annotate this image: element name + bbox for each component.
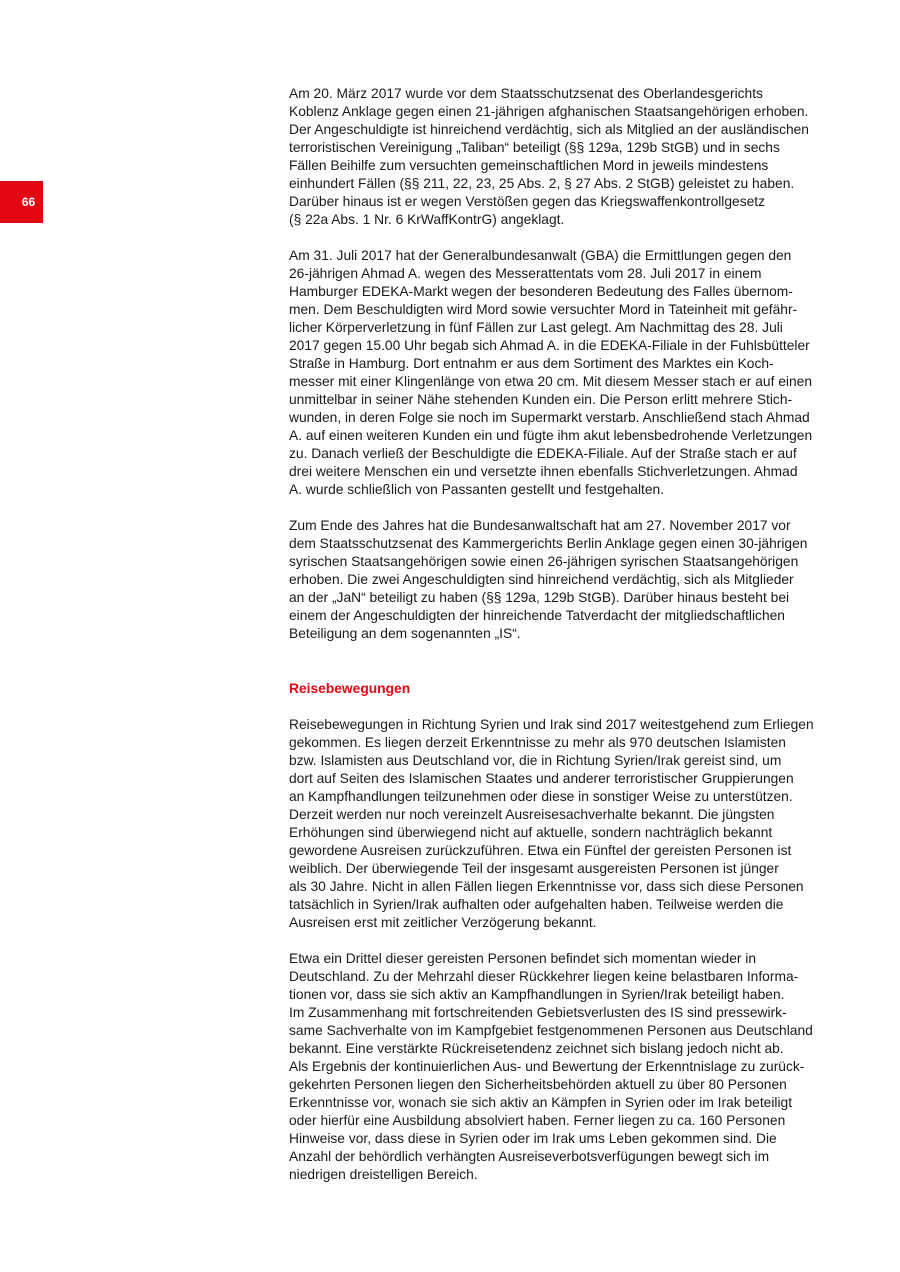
text-line: gekommen. Es liegen derzeit Erkenntnisse zu mehr als 970 deutschen Islamisten — [289, 735, 786, 750]
text-line: Hinweise vor, dass diese in Syrien oder im Irak ums Leben gekommen sind. Die — [289, 1131, 777, 1146]
text-line: Erhöhungen sind überwiegend nicht auf aktuelle, sondern nachträglich bekannt — [289, 825, 773, 840]
text-line: zu. Danach verließ der Beschuldigte die EDEKA-Filiale. Auf der Straße stach er auf — [289, 446, 797, 461]
text-line: dem Staatsschutzsenat des Kammergerichts Berlin Anklage gegen einen 30-jährigen — [289, 536, 808, 551]
text-line: an Kampfhandlungen teilzunehmen oder diese in sonstiger Weise zu unterstützen. — [289, 789, 793, 804]
text-line: Hamburger EDEKA-Markt wegen der besonderen Bedeutung des Falles übernom- — [289, 284, 793, 299]
text-line: Deutschland. Zu der Mehrzahl dieser Rückkehrer liegen keine belastbaren Informa- — [289, 969, 799, 984]
text-line: Reisebewegungen in Richtung Syrien und Irak sind 2017 weitestgehend zum Erliegen — [289, 717, 814, 732]
text-line: messer mit einer Klingenlänge von etwa 20 cm. Mit diesem Messer stach er auf einen — [289, 374, 812, 389]
text-line: same Sachverhalte von im Kampfgebiet festgenommenen Personen aus Deutschland — [289, 1023, 813, 1038]
page-number: 66 — [21, 195, 36, 209]
text-line: Darüber hinaus ist er wegen Verstößen gegen das Kriegswaffenkontrollgesetz — [289, 194, 766, 209]
text-line: syrischen Staatsangehörigen sowie einen 26-jährigen syrischen Staatsangehörigen — [289, 554, 799, 569]
text-line: erhoben. Die zwei Angeschuldigten sind hinreichend verdächtig, sich als Mitglieder — [289, 572, 794, 587]
text-line: (§ 22a Abs. 1 Nr. 6 KrWaffKontrG) angeklagt. — [289, 212, 565, 227]
paragraph — [289, 716, 839, 932]
main-content — [289, 85, 839, 1184]
text-line: weiblich. Der überwiegende Teil der insgesamt ausgereisten Personen ist jünger — [289, 861, 779, 876]
text-line: oder hierfür eine Ausbildung absolviert haben. Ferner liegen zu ca. 160 Personen — [289, 1113, 786, 1128]
paragraph — [289, 85, 839, 229]
text-line: dort auf Seiten des Islamischen Staates und anderer terroristischer Gruppierungen — [289, 771, 794, 786]
text-line: Etwa ein Drittel dieser gereisten Personen befindet sich momentan wieder in — [289, 951, 757, 966]
text-line: licher Körperverletzung in fünf Fällen zur Last gelegt. Am Nachmittag des 28. Juli — [289, 320, 783, 335]
text-line: Am 31. Juli 2017 hat der Generalbundesanwalt (GBA) die Ermittlungen gegen den — [289, 248, 792, 263]
text-line: Im Zusammenhang mit fortschreitenden Gebietsverlusten des IS sind pressewirk- — [289, 1005, 787, 1020]
page-number-tab — [0, 181, 43, 223]
text-line: unmittelbar in seiner Nähe stehenden Kunden ein. Die Person erlitt mehrere Stich- — [289, 392, 793, 407]
paragraph — [289, 950, 839, 1184]
text-line: Ausreisen erst mit zeitlicher Verzögerung bekannt. — [289, 915, 597, 930]
text-line: Der Angeschuldigte ist hinreichend verdächtig, sich als Mitglied an der ausländischen — [289, 122, 809, 137]
text-line: Zum Ende des Jahres hat die Bundesanwaltschaft hat am 27. November 2017 vor — [289, 518, 791, 533]
paragraph — [289, 517, 839, 643]
text-line: tionen vor, dass sie sich aktiv an Kampfhandlungen in Syrien/Irak beteiligt haben. — [289, 987, 785, 1002]
paragraphs-bottom-group — [289, 716, 839, 1184]
text-line: einhundert Fällen (§§ 211, 22, 23, 25 Abs. 2, § 27 Abs. 2 StGB) geleistet zu haben. — [289, 176, 795, 191]
text-line: Koblenz Anklage gegen einen 21-jährigen afghanischen Staatsangehörigen erhoben. — [289, 104, 809, 119]
text-line: Als Ergebnis der kontinuierlichen Aus- und Bewertung der Erkenntnislage zu zurück- — [289, 1059, 805, 1074]
text-line: bzw. Islamisten aus Deutschland vor, die in Richtung Syrien/Irak gereist sind, um — [289, 753, 782, 768]
text-line: Fällen Beihilfe zum versuchten gemeinschaftlichen Mord in jeweils mindestens — [289, 158, 769, 173]
text-line: bekannt. Eine verstärkte Rückreisetendenz zeichnet sich bislang jedoch nicht ab. — [289, 1041, 784, 1056]
section-heading: Reisebewegungen — [289, 681, 411, 696]
text-line: 26-jährigen Ahmad A. wegen des Messerattentats vom 28. Juli 2017 in einem — [289, 266, 762, 281]
text-line: als 30 Jahre. Nicht in allen Fällen liegen Erkenntnisse vor, dass sich diese Personen — [289, 879, 804, 894]
text-line: an der „JaN“ beteiligt zu haben (§§ 129a, 129b StGB). Darüber hinaus besteht bei — [289, 590, 790, 605]
text-line: A. auf einen weiteren Kunden ein und fügte ihm akut lebensbedrohende Verletzungen — [289, 428, 813, 443]
paragraphs-top-group — [289, 85, 839, 643]
text-line: A. wurde schließlich von Passanten gestellt und festgehalten. — [289, 482, 665, 497]
text-line: drei weitere Menschen ein und versetzte ihnen ebenfalls Stichverletzungen. Ahmad — [289, 464, 798, 479]
text-line: terroristischen Vereinigung „Taliban“ beteiligt (§§ 129a, 129b StGB) und in sechs — [289, 140, 780, 155]
text-line: gekehrten Personen liegen den Sicherheitsbehörden aktuell zu über 80 Personen — [289, 1077, 787, 1092]
text-line: 2017 gegen 15.00 Uhr begab sich Ahmad A. in die EDEKA-Filiale in der Fuhlsbütteler — [289, 338, 810, 353]
text-line: Straße in Hamburg. Dort entnahm er aus dem Sortiment des Marktes ein Koch- — [289, 356, 774, 371]
text-line: einem der Angeschuldigten der hinreichende Tatverdacht der mitgliedschaftlichen — [289, 608, 785, 623]
text-line: Anzahl der behördlich verhängten Ausreiseverbotsverfügungen bewegt sich im — [289, 1149, 770, 1164]
paragraph — [289, 247, 839, 499]
text-line: Erkenntnisse vor, wonach sie sich aktiv an Kämpfen in Syrien oder im Irak beteiligt — [289, 1095, 793, 1110]
text-line: Beteiligung an dem sogenannten „IS“. — [289, 626, 521, 641]
text-line: Am 20. März 2017 wurde vor dem Staatsschutzsenat des Oberlandesgerichts — [289, 86, 763, 101]
text-line: Derzeit werden nur noch vereinzelt Ausreisesachverhalte bekannt. Die jüngsten — [289, 807, 775, 822]
text-line: gewordene Ausreisen zurückzuführen. Etwa ein Fünftel der gereisten Personen ist — [289, 843, 792, 858]
text-line: men. Dem Beschuldigten wird Mord sowie versuchter Mord in Tateinheit mit gefähr- — [289, 302, 798, 317]
text-line: tatsächlich in Syrien/Irak aufhalten oder aufgehalten haben. Teilweise werden die — [289, 897, 784, 912]
text-line: wunden, in deren Folge sie noch im Supermarkt verstarb. Anschließend stach Ahmad — [289, 410, 810, 425]
text-line: niedrigen dreistelligen Bereich. — [289, 1167, 478, 1182]
